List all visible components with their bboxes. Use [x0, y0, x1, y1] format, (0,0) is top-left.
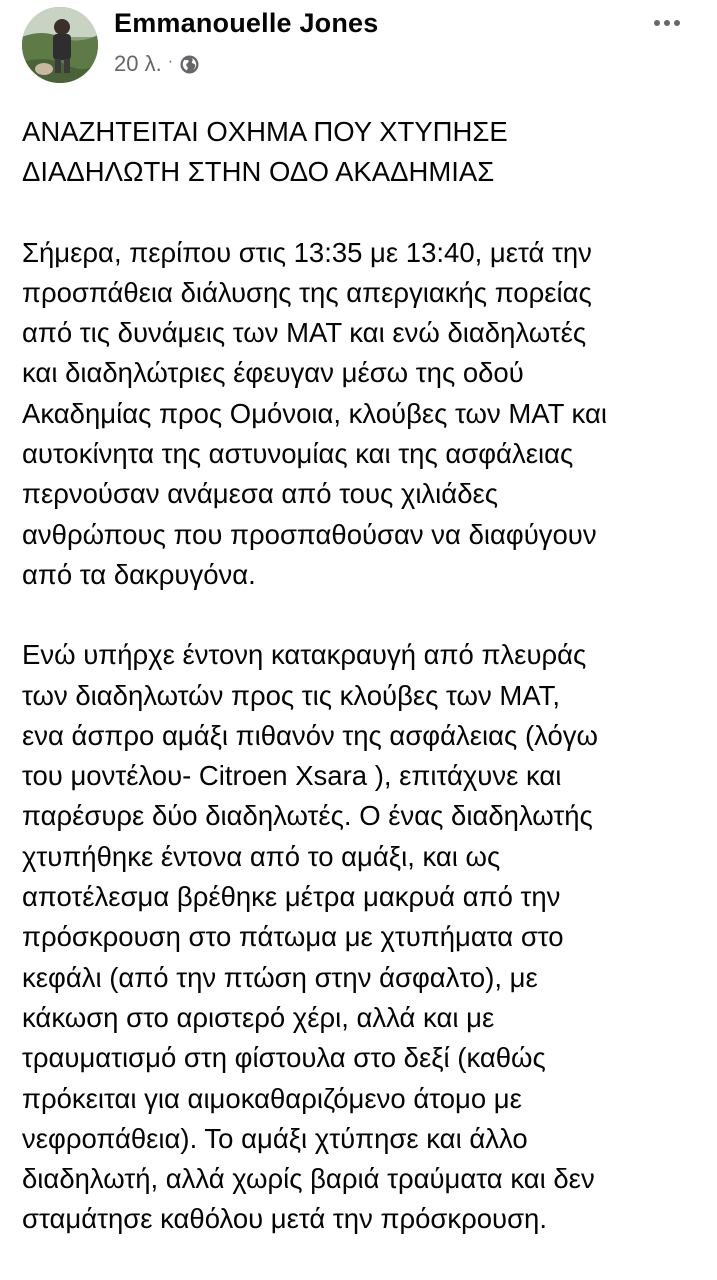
paragraph-line: τραυματισμό στη φίστουλα στο δεξί (καθώς: [22, 1042, 546, 1074]
paragraph-line: ανθρώπους που προσπαθούσαν να διαφύγουν: [22, 518, 597, 550]
dot: [674, 20, 680, 26]
paragraph-line: Σήμερα, περίπου στις 13:35 με 13:40, μετά την: [22, 236, 592, 268]
post-body: [22, 112, 702, 1280]
paragraph-line: πρόκειται για αιμοκαθαριζόμενο άτομο με: [22, 1082, 522, 1114]
more-options-icon[interactable]: [650, 10, 684, 36]
paragraph-line: από τα δακρυγόνα.: [22, 558, 256, 590]
paragraph-line: χτυπήθηκε έντονα από το αμάξι, και ως: [22, 840, 501, 872]
paragraph-line: και διαδηλώτριες έφευγαν μέσω της οδού: [22, 357, 524, 389]
paragraph-line: παρέσυρε δύο διαδηλωτές. Ο ένας διαδηλωτής: [22, 800, 593, 832]
paragraph-line: του μοντέλου- Citroen Xsara ), επιτάχυνε και: [22, 760, 562, 792]
paragraph-line: πρόσκρουση στο πάτωμα με χτυπήματα στο: [22, 921, 564, 953]
avatar-photo: [22, 7, 98, 83]
author-name[interactable]: Emmanouelle Jones: [114, 8, 379, 38]
paragraph-line: των διαδηλωτών προς τις κλούβες των ΜΑΤ,: [22, 679, 561, 711]
paragraph-line: σταμάτησε καθόλου μετά την πρόσκρουση.: [22, 1203, 547, 1235]
paragraph-line: κεφάλι (από την πτώση στην άσφαλτο), με: [22, 961, 538, 993]
dot: [654, 20, 660, 26]
paragraph-line: αποτέλεσμα βρέθηκε μέτρα μακρυά από την: [22, 881, 561, 913]
paragraph-line: ΑΝΑΖΗΤΕΙΤΑΙ ΟΧΗΜΑ ΠΟΥ ΧΤΥΠΗΣΕ: [22, 116, 508, 147]
paragraph-line: αυτοκίνητα της αστυνομίας και της ασφάλειας: [22, 438, 574, 470]
paragraph-line: προσπάθεια διάλυσης της απεργιακής πορείας: [22, 276, 592, 308]
paragraph-line: διαδηλωτή, αλλά χωρίς βαριά τραύματα και δεν: [22, 1163, 595, 1195]
post-paragraph: [22, 112, 702, 193]
paragraph-line: ενα άσπρο αμάξι πιθανόν της ασφάλειας (λόγω: [22, 719, 598, 751]
post-paragraph: [22, 233, 702, 596]
meta-separator: ·: [167, 53, 174, 70]
dot: [664, 20, 670, 26]
paragraph-line: περνούσαν ανάμεσα από τους χιλιάδες: [22, 478, 499, 510]
paragraph-line: ΔΙΑΔΗΛΩΤΗ ΣΤΗΝ ΟΔΟ ΑΚΑΔΗΜΙΑΣ: [22, 156, 495, 188]
post-time[interactable]: 20 λ.: [114, 51, 162, 76]
post-paragraph: [22, 635, 702, 1239]
post-meta: [114, 50, 200, 78]
paragraph-line: νεφροπάθεια). Το αμάξι χτύπησε και άλλο: [22, 1122, 528, 1154]
globe-icon[interactable]: [179, 54, 200, 75]
avatar[interactable]: [22, 7, 98, 83]
paragraph-line: από τις δυνάμεις των ΜΑΤ και ενώ διαδηλωτές: [22, 317, 587, 349]
paragraph-line: Ακαδημίας προς Ομόνοια, κλούβες των ΜΑΤ και: [22, 397, 607, 429]
paragraph-line: κάκωση στο αριστερό χέρι, αλλά και με: [22, 1001, 495, 1033]
post-header: [0, 0, 717, 100]
paragraph-line: Ενώ υπήρχε έντονη κατακραυγή από πλευράς: [22, 639, 587, 671]
